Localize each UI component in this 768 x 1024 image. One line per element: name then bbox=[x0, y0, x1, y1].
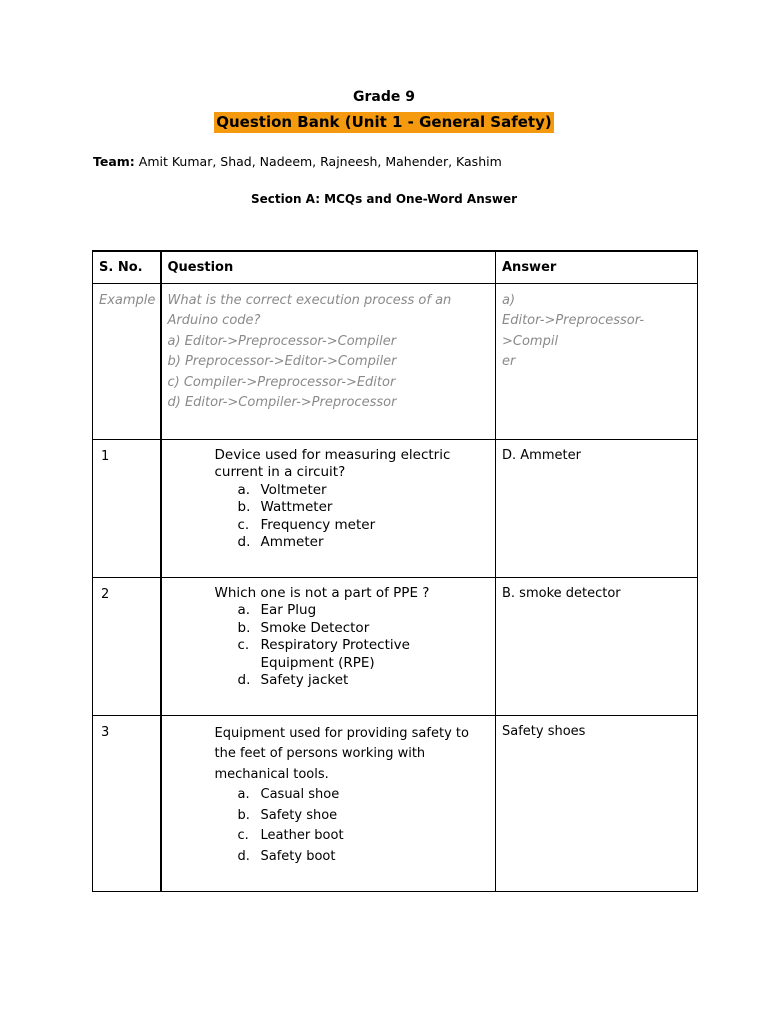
option-item bbox=[215, 826, 488, 847]
row-number: 3 bbox=[101, 724, 110, 740]
question-bank-title-wrap bbox=[0, 112, 768, 133]
option-text: Safety shoe bbox=[260, 807, 338, 823]
option-letter: d. bbox=[237, 848, 250, 864]
example-option-a: a) Editor->Preprocessor->Compiler bbox=[167, 333, 397, 349]
option-list bbox=[215, 785, 488, 867]
row-number: 2 bbox=[101, 586, 110, 602]
example-answer-line: Editor->Preprocessor->Compil bbox=[502, 313, 645, 349]
example-answer-line: er bbox=[502, 354, 516, 369]
example-sno: Example bbox=[99, 292, 156, 308]
header-sno: S. No. bbox=[93, 251, 161, 283]
option-letter: d. bbox=[237, 534, 251, 550]
table-row bbox=[93, 577, 698, 715]
sno-cell bbox=[93, 577, 161, 715]
header-question: Question bbox=[161, 251, 496, 283]
table-row bbox=[93, 439, 698, 577]
option-item bbox=[215, 620, 488, 638]
answer-text: B. smoke detector bbox=[502, 585, 621, 601]
team-members: Amit Kumar, Shad, Nadeem, Rajneesh, Mahender, Kashim bbox=[134, 154, 502, 169]
example-question-cell bbox=[161, 283, 496, 439]
example-answer-cell bbox=[496, 283, 698, 439]
option-text: Frequency meter bbox=[260, 516, 376, 533]
option-item bbox=[215, 602, 488, 620]
option-text: Respiratory Protective Equipment (RPE) bbox=[260, 637, 410, 671]
question-cell bbox=[161, 577, 496, 715]
option-item bbox=[215, 534, 488, 552]
example-option-c: c) Compiler->Preprocessor->Editor bbox=[167, 374, 396, 390]
section-title: Section A: MCQs and One-Word Answer bbox=[250, 192, 518, 206]
example-option-b: b) Preprocessor->Editor->Compiler bbox=[167, 354, 397, 369]
question-text: Equipment used for providing safety to the feet of persons working with mechanical tools. bbox=[214, 725, 469, 782]
table-header-row bbox=[93, 251, 698, 283]
example-sno-cell bbox=[93, 283, 161, 439]
sno-cell bbox=[93, 715, 161, 891]
question-cell bbox=[161, 715, 496, 891]
option-text: Ammeter bbox=[260, 534, 324, 550]
option-letter: a. bbox=[237, 602, 251, 618]
option-text: Ear Plug bbox=[260, 602, 317, 618]
example-answer-line: a) bbox=[502, 292, 516, 308]
option-item bbox=[215, 847, 488, 868]
question-text: Device used for measuring electric current in a circuit? bbox=[214, 446, 451, 480]
option-letter: c. bbox=[237, 637, 250, 653]
option-letter: a. bbox=[237, 787, 250, 802]
option-letter: b. bbox=[237, 807, 250, 823]
table-row bbox=[93, 715, 698, 891]
answer-text: D. Ammeter bbox=[502, 447, 581, 463]
option-item bbox=[215, 637, 488, 672]
grade-title: Grade 9 bbox=[353, 89, 415, 105]
answer-cell bbox=[496, 715, 698, 891]
option-item bbox=[215, 806, 488, 827]
team-line bbox=[93, 154, 502, 169]
option-text: Voltmeter bbox=[260, 481, 327, 498]
option-item bbox=[215, 785, 488, 806]
header-answer: Answer bbox=[496, 251, 698, 283]
example-option-d: d) Editor->Compiler->Preprocessor bbox=[167, 395, 397, 410]
sno-cell bbox=[93, 439, 161, 577]
answer-cell bbox=[496, 577, 698, 715]
option-letter: a. bbox=[237, 481, 251, 498]
option-item bbox=[215, 499, 488, 517]
option-letter: d. bbox=[237, 672, 251, 688]
question-text: Which one is not a part of PPE ? bbox=[214, 584, 430, 601]
answer-cell bbox=[496, 439, 698, 577]
example-question bbox=[162, 284, 496, 414]
question-block bbox=[162, 578, 496, 690]
question-bank-title: Question Bank (Unit 1 - General Safety) bbox=[216, 113, 552, 131]
example-question-line: Arduino code? bbox=[167, 313, 261, 328]
question-block bbox=[162, 440, 496, 552]
option-letter: c. bbox=[237, 828, 249, 843]
option-letter: b. bbox=[237, 619, 251, 636]
option-item bbox=[215, 517, 488, 535]
option-letter: b. bbox=[237, 499, 251, 515]
answer-text: Safety shoes bbox=[502, 723, 586, 739]
question-block bbox=[162, 716, 496, 868]
option-item bbox=[215, 672, 488, 690]
option-text: Casual shoe bbox=[260, 787, 340, 802]
table-row-example bbox=[93, 283, 698, 439]
row-number: 1 bbox=[101, 448, 110, 464]
option-letter: c. bbox=[237, 516, 250, 533]
question-table bbox=[92, 250, 698, 892]
option-item bbox=[215, 482, 488, 500]
example-answer bbox=[496, 284, 697, 373]
option-text: Safety boot bbox=[260, 848, 336, 864]
option-list bbox=[215, 482, 488, 552]
example-question-line: What is the correct execution process of an bbox=[167, 292, 452, 308]
question-cell bbox=[161, 439, 496, 577]
option-text: Smoke Detector bbox=[260, 619, 370, 636]
option-text: Wattmeter bbox=[260, 499, 333, 515]
option-list bbox=[215, 602, 488, 690]
option-text: Safety jacket bbox=[260, 672, 349, 688]
team-label: Team: bbox=[93, 154, 135, 169]
option-text: Leather boot bbox=[260, 828, 344, 843]
